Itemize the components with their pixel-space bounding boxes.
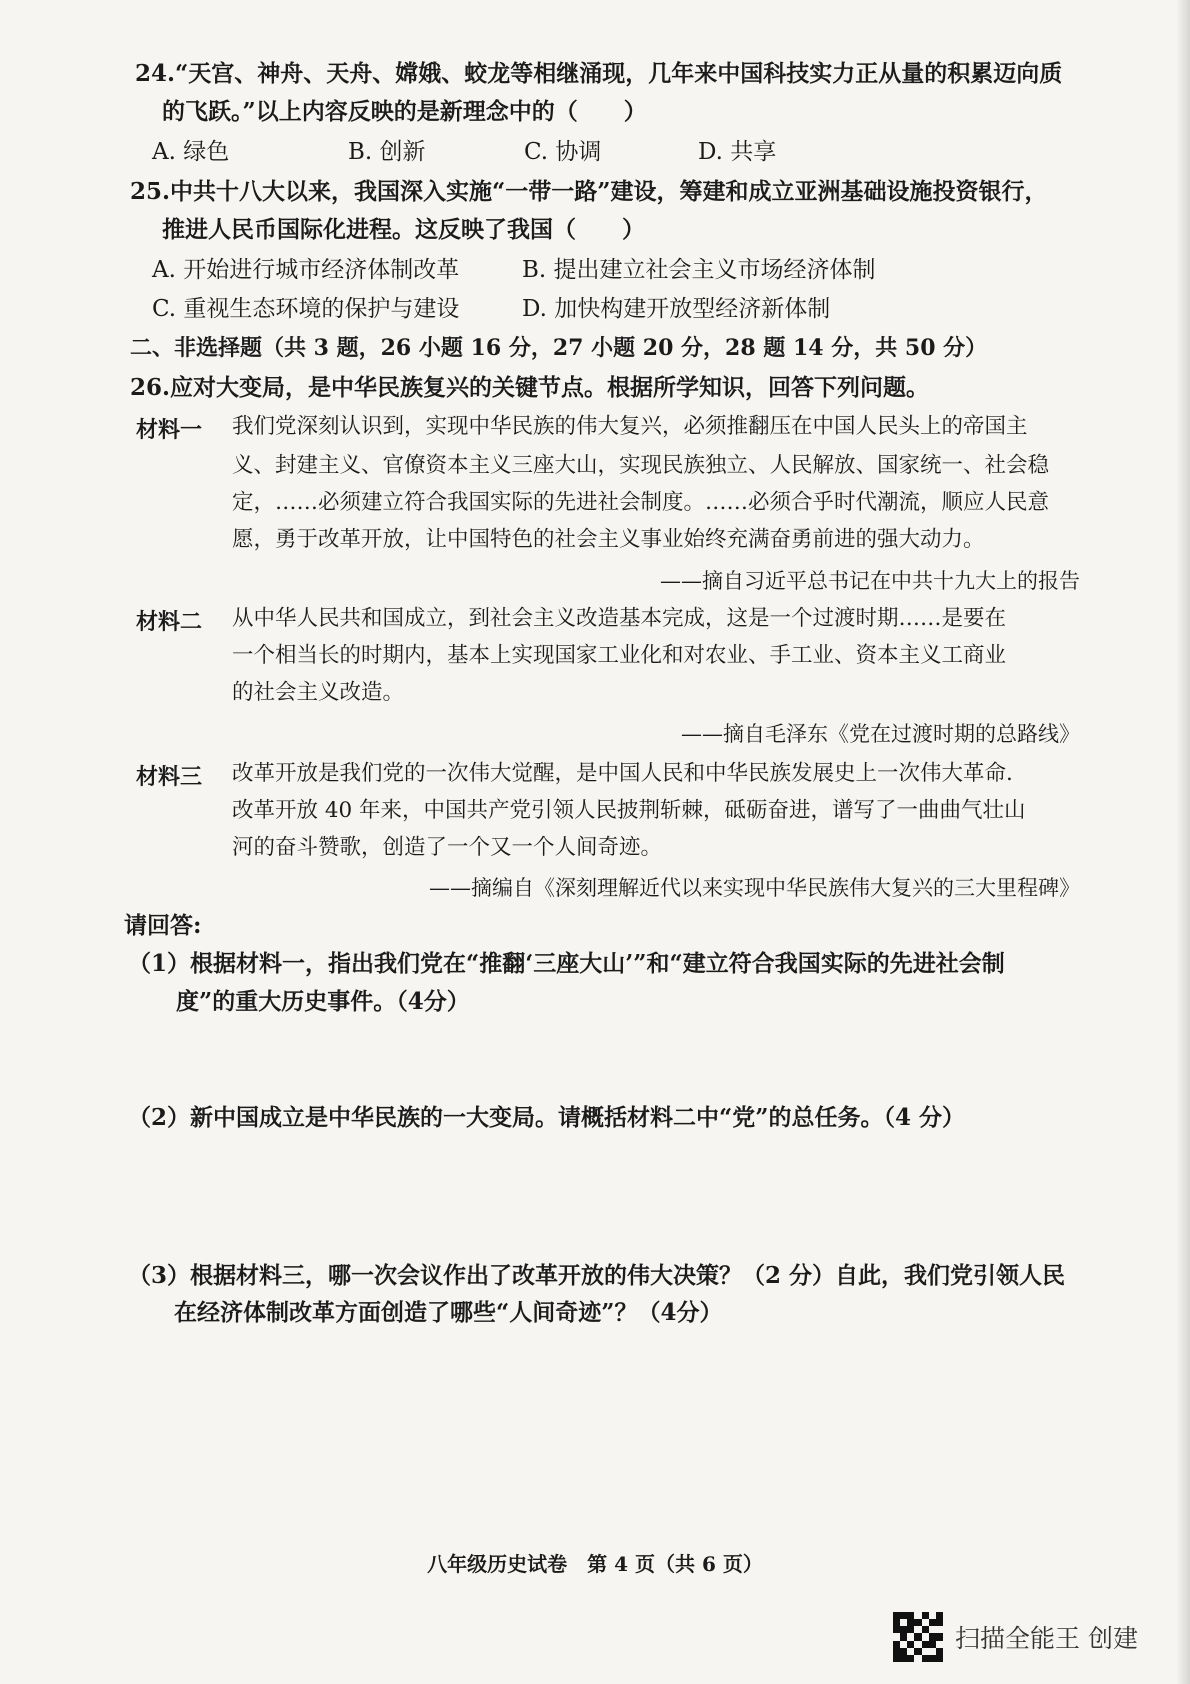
q25-option-b: B. 提出建立社会主义市场经济体制 bbox=[522, 257, 876, 283]
sub-question-1-line1: （1）根据材料一，指出我们党在“推翻‘三座大山’”和“建立符合我国实际的先进社会制 bbox=[128, 950, 1005, 977]
sub-question-3-line1: （3）根据材料三，哪一次会议作出了改革开放的伟大决策？（2 分）自此，我们党引领人民 bbox=[128, 1262, 1066, 1289]
q24-option-c: C. 协调 bbox=[524, 139, 602, 165]
scanner-watermark bbox=[893, 1612, 1138, 1662]
material1-line1: 我们党深刻认识到，实现中华民族的伟大复兴，必须推翻压在中国人民头上的帝国主 bbox=[232, 414, 1028, 439]
qr-code-icon bbox=[893, 1612, 943, 1662]
page-edge-shadow bbox=[1176, 0, 1190, 1684]
q24-option-a: A. 绿色 bbox=[152, 139, 230, 165]
q24-stem-line2: 的飞跃。”以上内容反映的是新理念中的（ ） bbox=[162, 98, 647, 125]
q25-stem-line2: 推进人民币国际化进程。这反映了我国（ ） bbox=[162, 216, 645, 243]
answer-prompt: 请回答: bbox=[124, 912, 202, 939]
q25-stem-line1: 25.中共十八大以来，我国深入实施“一带一路”建设，筹建和成立亚洲基础设施投资银行， bbox=[130, 178, 1048, 205]
material3-label: 材料三 bbox=[136, 764, 203, 790]
material3-line3: 河的奋斗赞歌，创造了一个又一个人间奇迹。 bbox=[232, 835, 663, 860]
q25-option-a: A. 开始进行城市经济体制改革 bbox=[152, 257, 460, 283]
material1-line4: 愿，勇于改革开放，让中国特色的社会主义事业始终充满奋勇前进的强大动力。 bbox=[232, 527, 985, 552]
q25-option-c: C. 重视生态环境的保护与建设 bbox=[152, 296, 460, 322]
sub-question-2: （2）新中国成立是中华民族的一大变局。请概括材料二中“党”的总任务。（4 分） bbox=[128, 1104, 965, 1131]
material2-line1: 从中华人民共和国成立，到社会主义改造基本完成，这是一个过渡时期……是要在 bbox=[232, 606, 1007, 631]
section2-heading: 二、非选择题（共 3 题，26 小题 16 分，27 小题 20 分，28 题 14 分，共 50 分） bbox=[130, 335, 988, 361]
q24-option-b: B. 创新 bbox=[348, 139, 426, 165]
material1-source: ——摘自习近平总书记在中共十九大上的报告 bbox=[660, 569, 1080, 593]
material3-line1: 改革开放是我们党的一次伟大觉醒，是中国人民和中华民族发展史上一次伟大革命. bbox=[232, 761, 1013, 786]
material1-line3: 定，……必须建立符合我国实际的先进社会制度。……必须合乎时代潮流，顺应人民意 bbox=[232, 490, 1050, 515]
material2-source: ——摘自毛泽东《党在过渡时期的总路线》 bbox=[681, 722, 1080, 746]
watermark-text: 扫描全能王 创建 bbox=[955, 1624, 1138, 1653]
material1-line2: 义、封建主义、官僚资本主义三座大山，实现民族独立、人民解放、国家统一、社会稳 bbox=[232, 453, 1050, 478]
q26-intro: 26.应对大变局，是中华民族复兴的关键节点。根据所学知识，回答下列问题。 bbox=[130, 374, 930, 401]
material1-label: 材料一 bbox=[136, 417, 203, 443]
material3-source: ——摘编自《深刻理解近代以来实现中华民族伟大复兴的三大里程碑》 bbox=[429, 876, 1080, 900]
sub-question-3-line2: 在经济体制改革方面创造了哪些“人间奇迹”？（4分） bbox=[174, 1299, 723, 1326]
material3-line2: 改革开放 40 年来，中国共产党引领人民披荆斩棘，砥砺奋进，谱写了一曲曲气壮山 bbox=[232, 798, 1026, 823]
q25-option-d: D. 加快构建开放型经济新体制 bbox=[522, 296, 831, 322]
material2-line2: 一个相当长的时期内，基本上实现国家工业化和对农业、手工业、资本主义工商业 bbox=[232, 643, 1007, 668]
material2-line3: 的社会主义改造。 bbox=[232, 680, 405, 705]
q24-option-d: D. 共享 bbox=[698, 139, 777, 165]
material2-label: 材料二 bbox=[136, 609, 203, 635]
sub-question-1-line2: 度”的重大历史事件。（4分） bbox=[176, 988, 470, 1015]
page-footer: 八年级历史试卷 第 4 页（共 6 页） bbox=[427, 1552, 763, 1576]
q24-stem-line1: 24.“天宫、神舟、天舟、嫦娥、蛟龙等相继涌现，几年来中国科技实力正从量的积累迈向质 bbox=[135, 60, 1063, 87]
